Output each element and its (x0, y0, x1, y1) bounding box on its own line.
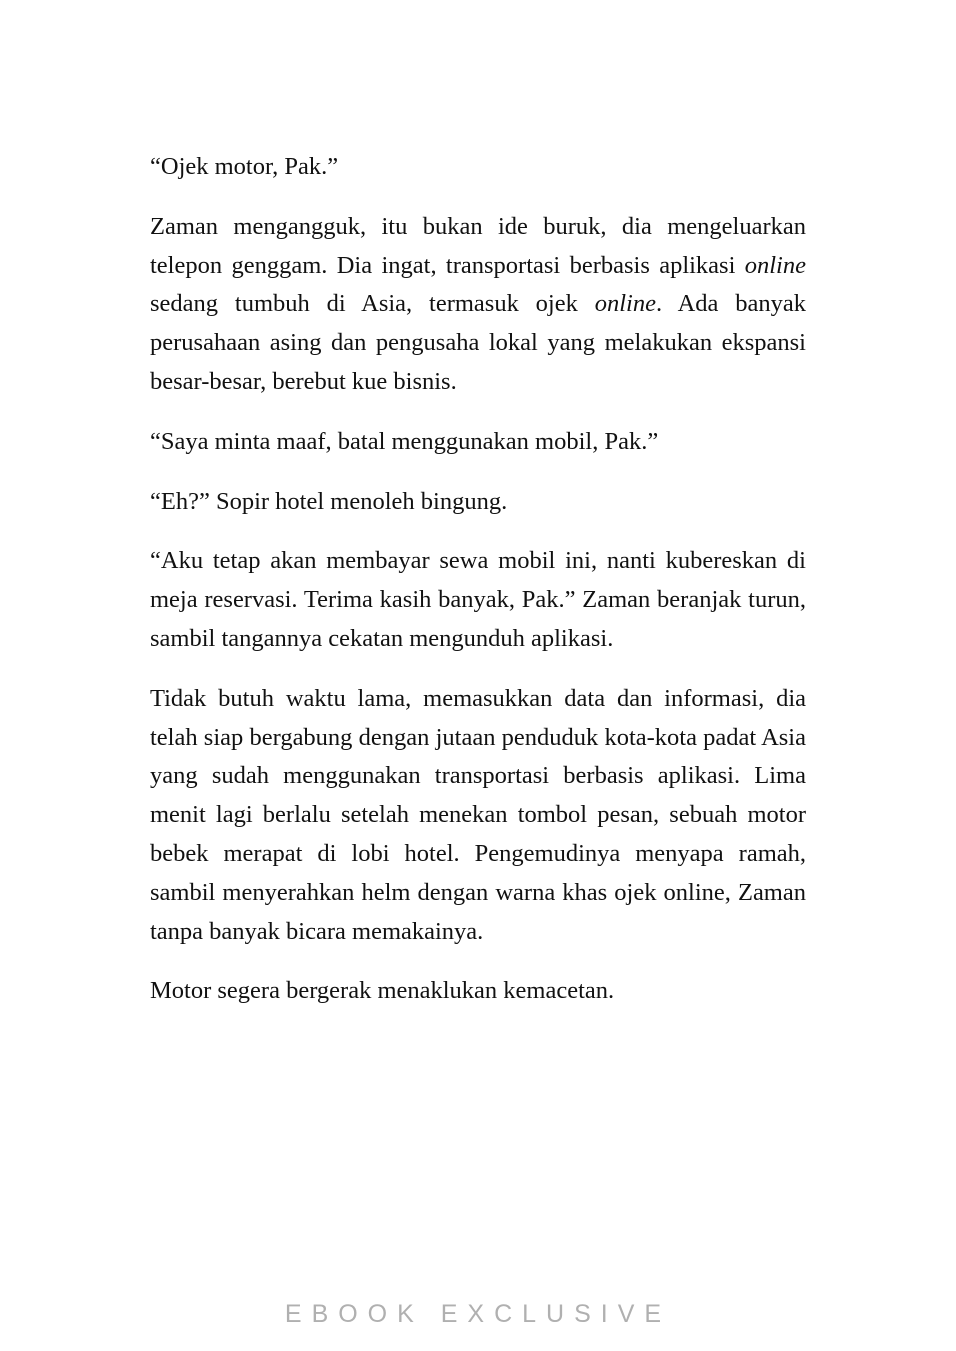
italic-online: online (594, 290, 656, 318)
italic-online: online (744, 251, 806, 279)
paragraph-motor-segera: Motor segera bergerak menaklukan kemacetan. (150, 977, 615, 1005)
paragraph-saya-minta-maaf: “Saya minta maaf, batal menggunakan mobil, Pak.” (150, 427, 659, 455)
page-body (150, 148, 806, 1032)
paragraph-eh-sopir: “Eh?” Sopir hotel menoleh bingung. (150, 487, 508, 515)
paragraph-ojek-motor: “Ojek motor, Pak.” (150, 153, 339, 180)
paragraph-aku-tetap: “Aku tetap akan membayar sewa mobil ini, nanti kubereskan di meja reservasi. Terima kasih banyak, Pak.” Zaman beranjak turun, sambil tangannya cekatan mengunduh aplikasi. (150, 547, 806, 652)
footer-ebook-exclusive: EBOOK EXCLUSIVE (284, 1300, 672, 1328)
text-run: Zaman mengangguk, itu bukan ide buruk, dia mengeluarkan telepon genggam. Dia ingat, transportasi berbasis aplikasi (150, 212, 806, 279)
paragraph-tidak-butuh: Tidak butuh waktu lama, memasukkan data dan informasi, dia telah siap bergabung dengan jutaan penduduk kota-kota padat Asia yang sudah menggunakan transportasi berbasis aplikasi. Lima menit lagi berlalu setelah menekan tombol pesan, sebuah motor bebek merapat di lobi hotel. Pengemudinya menyapa ramah, sambil menyerahkan helm dengan warna khas ojek online, Zaman tanpa banyak bicara memakainya. (150, 684, 806, 945)
paragraph-zaman-mengangguk (150, 208, 806, 402)
text-run: sedang tumbuh di Asia, termasuk ojek (150, 290, 595, 318)
text-run: . Ada banyak perusahaan asing dan pengusaha lokal yang melakukan ekspansi besar-besar, berebut kue bisnis. (150, 290, 807, 395)
